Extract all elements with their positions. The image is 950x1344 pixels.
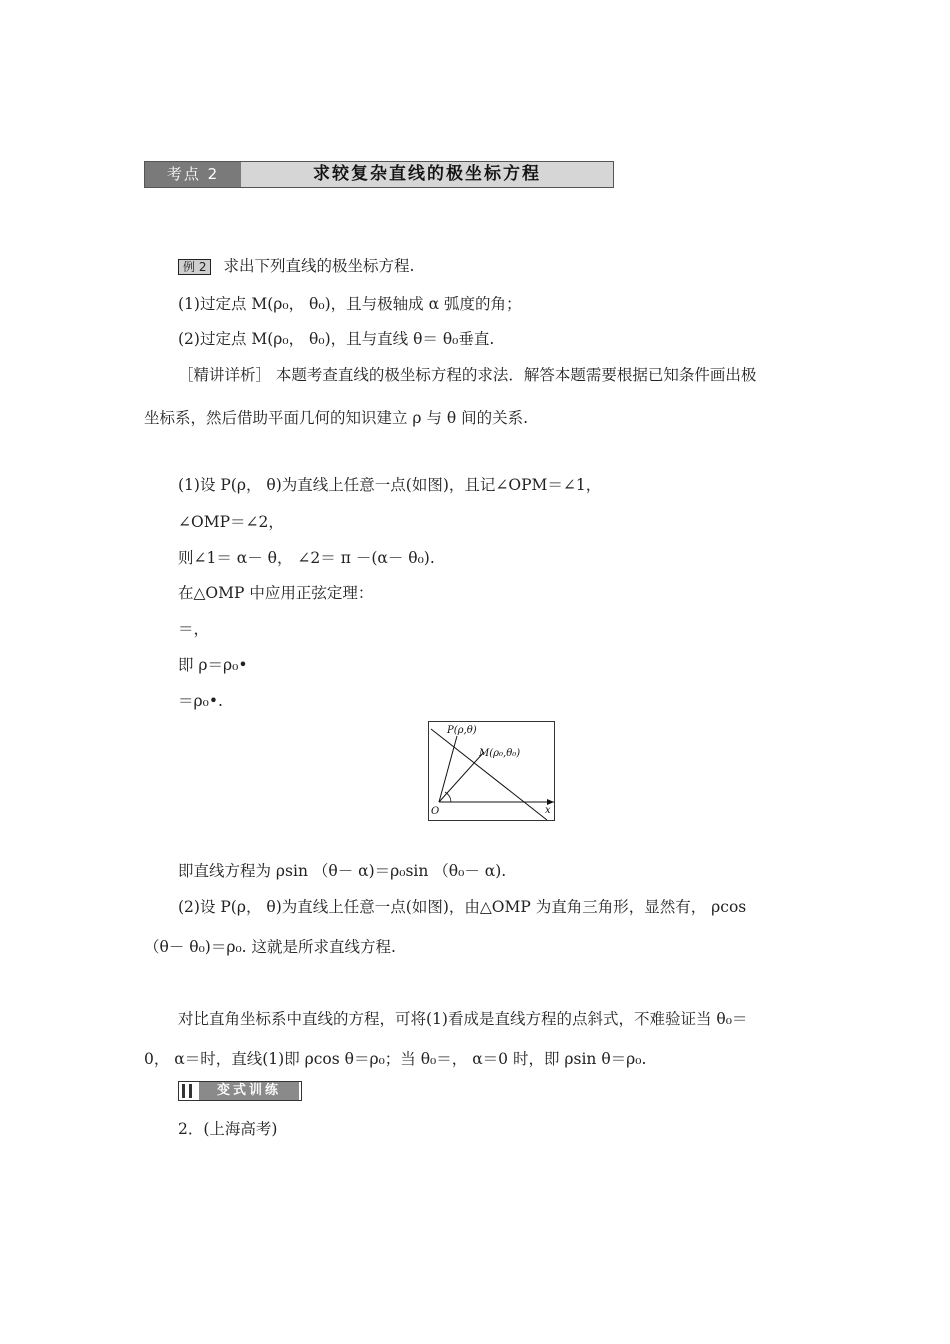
training-label: 变式训练 [199,1082,299,1100]
section-title: 求较复杂直线的极坐标方程 [313,164,541,184]
comparison-line2: 0， α＝时，直线(1)即 ρcos θ＝ρ₀；当 θ₀＝， α＝0 时，即 ρsin θ＝ρ₀. [144,1050,647,1068]
polar-figure-svg [429,722,554,820]
line-l [431,729,547,820]
section-tag: 考点 2 [145,162,241,187]
analysis-line2: 坐标系，然后借助平面几何的知识建立 ρ 与 θ 间的关系. [144,409,529,427]
example-tag: 例 2 [178,259,211,275]
example-intro: 求出下列直线的极坐标方程. [223,257,415,275]
solution-line4: 在△OMP 中应用正弦定理： [178,584,374,602]
example-intro-line [178,254,414,276]
label-p: P(ρ,θ) [447,725,477,736]
training-item: 2．(上海高考) [178,1120,278,1138]
solution-line5: ＝， [178,620,210,638]
angle-arc [445,792,451,802]
training-header [178,1081,302,1101]
solution-line3: 则∠1＝ α－ θ， ∠2＝ π －(α－ θ₀). [178,549,435,567]
label-m: M(ρ₀,θ₀) [479,748,521,759]
label-x: x [545,805,551,816]
solution-line9: (2)设 P(ρ， θ)为直线上任意一点(如图)，由△OMP 为直角三角形，显然有， ρcos [178,898,747,916]
comparison-line1: 对比直角坐标系中直线的方程，可将(1)看成是直线方程的点斜式，不难验证当 θ₀＝ [178,1010,748,1028]
example-part1: (1)过定点 M(ρ₀， θ₀)，且与极轴成 α 弧度的角； [178,295,522,313]
solution-line1: (1)设 P(ρ， θ)为直线上任意一点(如图)，且记∠OPM＝∠1， [178,476,602,494]
solution-line7: ＝ρ₀•. [178,692,223,710]
analysis-line1: ［精讲详析］ 本题考查直线的极坐标方程的求法．解答本题需要根据已知条件画出极 [178,366,757,384]
solution-line6: 即 ρ＝ρ₀• [178,656,248,674]
label-o: O [431,806,440,817]
bars-icon [182,1084,192,1098]
section-header [144,161,614,188]
example-part2: (2)过定点 M(ρ₀， θ₀)，且与直线 θ＝ θ₀垂直. [178,330,495,348]
solution-line8: 即直线方程为 ρsin （θ－ α)＝ρ₀sin （θ₀－ α). [178,862,507,880]
solution-line2: ∠OMP＝∠2， [178,513,284,531]
solution-line10: （θ－ θ₀)＝ρ₀. 这就是所求直线方程. [144,938,396,956]
polar-figure [428,721,555,821]
